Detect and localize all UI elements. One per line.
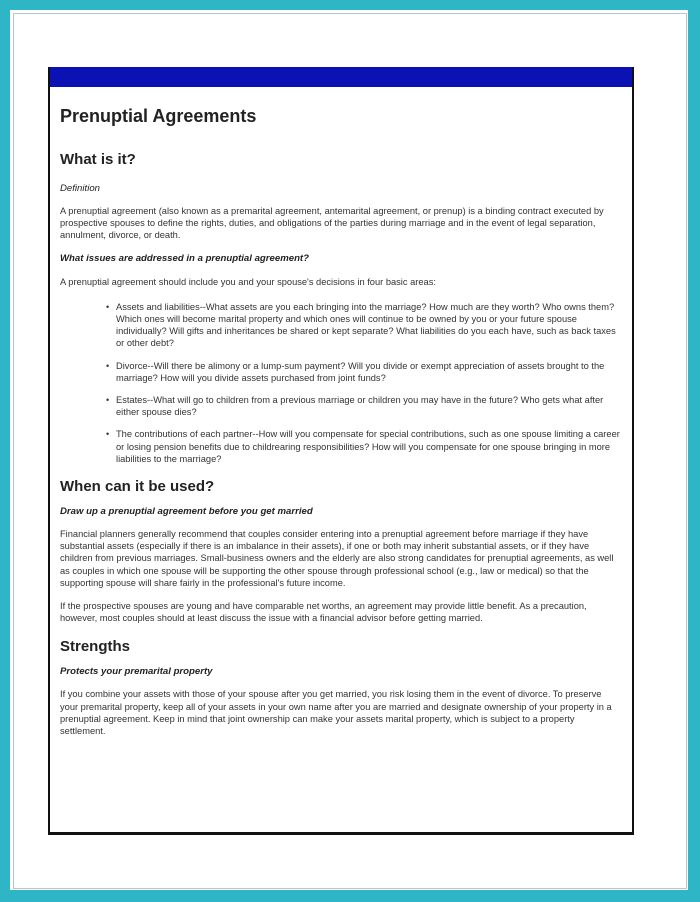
strengths-subheading: Protects your premarital property	[60, 666, 213, 678]
strengths-paragraph-1: If you combine your assets with those of your spouse after you get married, you risk losing them in the event of divorce. To preserve your premarital property, keep all of your assets in your own name after you are married and designate ownership of your property in a prenuptial agreement. Keep in mind that joint ownership can make your assets marital property, which is subject to a property settlement.	[60, 689, 612, 737]
section-heading-when-used: When can it be used?	[60, 478, 215, 496]
when-used-paragraph-1: Financial planners generally recommend that couples consider entering into a prenuptial agreement before marriage if they have substantial assets (especially if there is an imbalance in their assets), if one or both may inherit substantial assets, or if they have children from previous marriages. Small-business owners and the elderly are also strong candidates for prenuptial agreements, as well as couples in which one spouse will be supporting the other spouse through professional school (e.g., law or medical) so that the supporting spouse will share fairly in the professional's future income.	[60, 529, 614, 588]
issues-list	[60, 301, 622, 465]
section-heading-strengths: Strengths	[60, 638, 131, 656]
page-title: Prenuptial Agreements	[60, 106, 257, 126]
list-item-divorce: • Divorce--Will there be alimony or a lump-sum payment? Will you divide or exempt appreciation of assets brought to the marriage? How will you divide assets purchased from joint funds?	[108, 360, 622, 384]
definition-text: A prenuptial agreement (also known as a premarital agreement, antemarital agreement, or prenup) is a binding contract executed by prospective spouses to define the rights, duties, and obligations of the parties during marriage and in the event of legal separation, annulment, divorce, or death.	[60, 206, 604, 241]
list-item-assets: • Assets and liabilities--What assets are you each bringing into the marriage? How much are they worth? Who owns them? Which ones will become marital property and which ones will continue to be owned by you or your future spouse individually? Will gifts and inheritances be shared or kept separate? What liabilities do you each have, such as back taxes or other debt?	[108, 301, 622, 350]
section-heading-what-is-it: What is it?	[60, 151, 136, 168]
document-page	[48, 67, 634, 835]
definition-heading: Definition	[60, 183, 100, 194]
when-used-paragraph-2: If the prospective spouses are young and have comparable net worths, an agreement may provide little benefit. As a precaution, however, most couples should at least discuss the issue with a financial advisor before getting married.	[60, 601, 587, 624]
issues-intro: A prenuptial agreement should include you and your spouse's decisions in four basic areas:	[60, 276, 436, 287]
issues-heading: What issues are addressed in a prenuptial agreement?	[60, 252, 309, 264]
list-item-estates: • Estates--What will go to children from a previous marriage or children you may have in the future? Who gets what after either spouse dies?	[108, 394, 622, 418]
document-header-bar	[50, 67, 632, 87]
when-used-subheading: Draw up a prenuptial agreement before you get married	[60, 506, 313, 518]
document-content	[60, 87, 622, 737]
list-item-contributions: • The contributions of each partner--How will you compensate for special contributions, such as one spouse limiting a career or losing pension benefits due to childrearing responsibilities? How will you compensate for one spouse bringing in more liabilities to the marriage?	[108, 428, 622, 465]
